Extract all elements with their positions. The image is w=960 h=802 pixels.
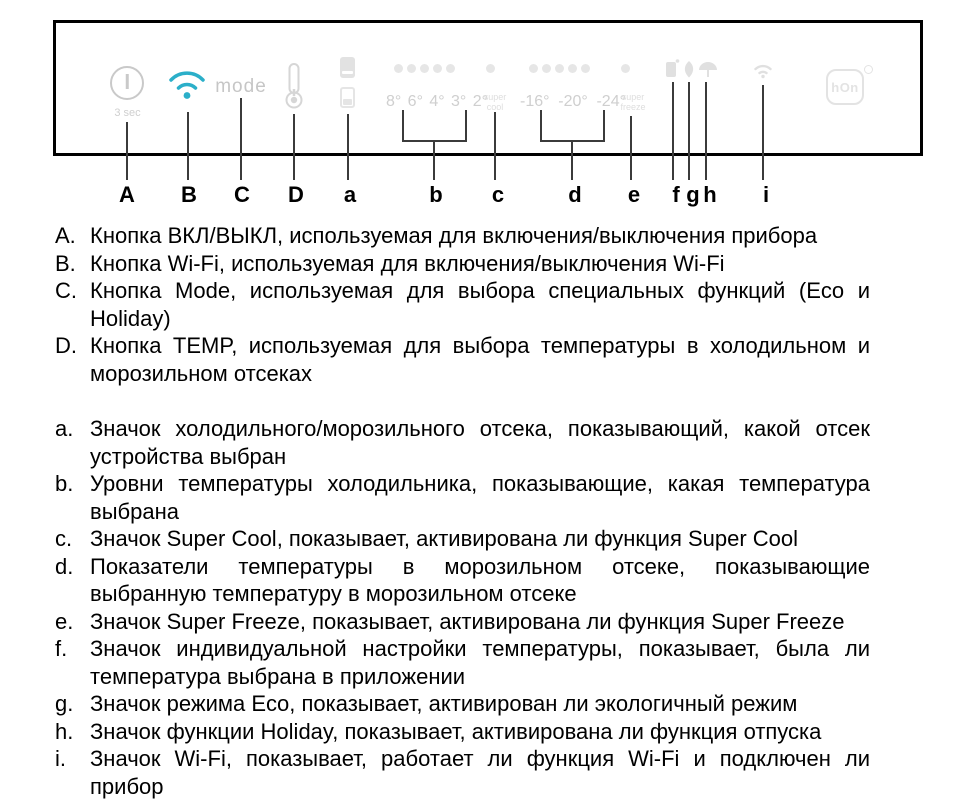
callout-D: D (288, 182, 304, 207)
legend-item-d (55, 553, 870, 608)
legend-key: B. (55, 250, 76, 276)
legend-text: Кнопка TEMP, используемая для выбора температуры в холодильном и морозильном отсеках (90, 333, 870, 386)
callout-C: C (234, 182, 250, 207)
legend-item-c (55, 525, 870, 553)
legend-text: Кнопка ВКЛ/ВЫКЛ, используемая для включения/выключения прибора (90, 223, 818, 248)
legend-key: C. (55, 278, 77, 303)
legend-key: f. (55, 636, 68, 661)
super-freeze-dot (621, 64, 630, 73)
legend-key: c. (55, 526, 73, 551)
mode-button-label: mode (215, 76, 267, 97)
callout-g: g (686, 182, 700, 207)
legend-text: Значок режима Eco, показывает, активирован ли экологичный режим (90, 691, 798, 716)
legend-text: Кнопка Wi-Fi, используемая для включения/выключения Wi-Fi (90, 250, 725, 276)
freezer-temps: -16° -20° -24° (520, 93, 626, 110)
super-cool-dot (486, 64, 495, 73)
callout-b: b (429, 182, 443, 207)
callout-B: B (181, 182, 197, 207)
legend-text: Уровни температуры холодильника, показывающие, какая температура выбрана (90, 471, 870, 524)
app-custom-temp-icon (663, 57, 681, 79)
hon-app-logo: hOn (826, 69, 864, 105)
freezer-compartment-icon (340, 87, 355, 108)
thermometer-icon (282, 61, 306, 111)
fridge-temps: 8° 6° 4° 3° 2° (386, 93, 488, 110)
freezer-temp-level-dots (529, 64, 590, 73)
fridge-temp-level-dots (394, 64, 455, 73)
callout-c: c (491, 182, 505, 207)
legend-key: D. (55, 333, 77, 358)
legend-text: Значок функции Holiday, показывает, активирована ли функция отпуска (90, 718, 822, 744)
callout-h: h (703, 182, 717, 207)
legend-item-C (55, 277, 870, 332)
fridge-compartment-icon (340, 57, 355, 78)
legend-text: Значок Super Cool, показывает, активирована ли функция Super Cool (90, 526, 799, 551)
callout-d: d (568, 182, 582, 207)
legend-item-B (55, 250, 870, 278)
callout-i: i (762, 182, 770, 207)
legend-text: Значок Super Freeze, показывает, активирована ли функция Super Freeze (90, 608, 845, 634)
hon-logo-dot (864, 65, 873, 74)
callout-A: A (119, 182, 135, 207)
legend-item-D (55, 332, 870, 387)
legend-text: Значок Wi-Fi, показывает, работает ли функция Wi-Fi и подключен ли прибор (90, 746, 870, 799)
legend-text: Значок холодильного/морозильного отсека, показывающий, какой отсек устройства выбран (90, 416, 870, 469)
legend-key: g. (55, 691, 74, 716)
legend-item-h (55, 718, 870, 746)
eco-leaf-icon (681, 59, 697, 79)
legend-key: a. (55, 416, 74, 441)
legend-item-A (55, 222, 870, 250)
callout-f: f (672, 182, 680, 207)
legend-key: e. (55, 608, 74, 634)
callout-e: e (627, 182, 641, 207)
legend-key: d. (55, 553, 74, 579)
legend-item-i (55, 745, 870, 800)
legend-buttons (55, 222, 870, 387)
legend-key: h. (55, 718, 74, 744)
legend-item-b (55, 470, 870, 525)
wifi-button-icon (164, 65, 210, 101)
legend-key: A. (55, 223, 76, 248)
legend-key: i. (55, 746, 66, 771)
legend-item-g (55, 690, 870, 718)
super-cool-label: super cool (483, 92, 507, 112)
legend-text: Показатели температуры в морозильном отсеке, показывающие выбранную температуру в морозильном отсеке (90, 553, 870, 606)
legend-item-a (55, 415, 870, 470)
legend-indicators (55, 415, 870, 800)
legend-text: Кнопка Mode, используемая для выбора специальных функций (Eco и Holiday) (90, 278, 870, 331)
callout-a: a (343, 182, 357, 207)
power-hold-label: 3 sec (114, 107, 141, 119)
super-freeze-label: super freeze (620, 92, 646, 112)
wifi-status-icon (752, 61, 774, 79)
legend-text: Значок индивидуальной настройки температуры, показывает, была ли температура выбрана в приложении (90, 636, 870, 689)
legend-item-e (55, 608, 870, 636)
control-panel-diagram (53, 20, 923, 156)
legend-key: b. (55, 471, 74, 496)
holiday-icon (698, 59, 718, 79)
legend-item-f (55, 635, 870, 690)
power-icon (110, 66, 144, 100)
